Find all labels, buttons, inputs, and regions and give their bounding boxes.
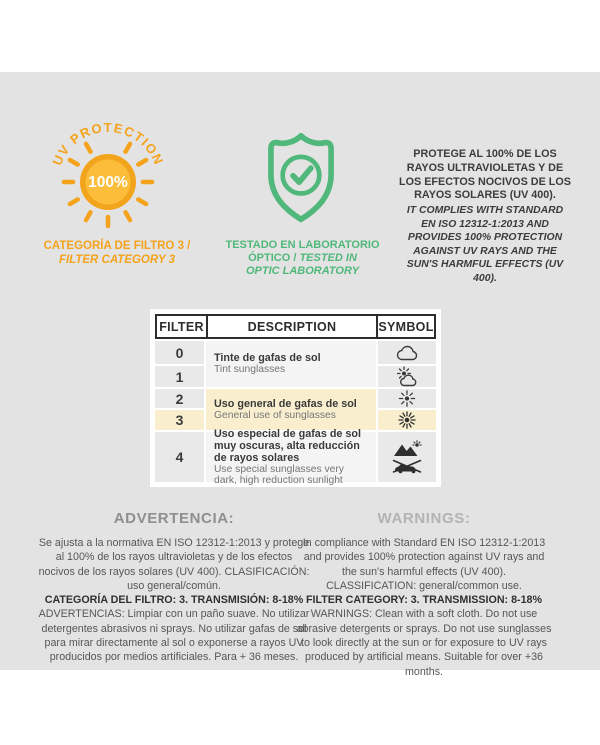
header-cell-symbol: SYMBOL — [376, 316, 434, 337]
filter-cell-0: 0 — [155, 341, 204, 364]
filter-spec-table — [150, 309, 441, 487]
warnings-paragraph-2: WARNINGS: Clean with a soft cloth. Do not use abrasive detergents or sprays. Do not use sunglasses to look directly at the sun or for exposure to UV rays produced by artificial means. Suitable for over +36 months. — [296, 608, 552, 678]
uv-protection-sun-icon — [46, 116, 170, 240]
filter-cell-3: 3 — [155, 410, 204, 430]
sun-icon — [397, 389, 417, 408]
description-title: Uso general de gafas de sol — [214, 397, 357, 410]
description-subtitle: Tint sunglasses — [214, 364, 286, 376]
description-cell-tint — [206, 341, 376, 387]
description-subtitle: Use special sunglasses very dark, high reduction sunlight — [214, 463, 344, 486]
advertencia-paragraph-2: ADVERTENCIAS: Limpiar con un paño suave. No utilizar detergentes abrasivos ni sprays. No utilizar gafas de sol para mirar directamente al sol o exponerse a rayos UV producidos por medios artificiales. Para + 36 meses. — [38, 608, 310, 664]
filter-category-caption — [22, 240, 212, 267]
uv-percent-label: 100% — [88, 174, 128, 191]
description-subtitle: General use of sunglasses — [214, 409, 336, 421]
description-title: Tinte de gafas de sol — [214, 352, 321, 365]
warnings-paragraph-1: In compliance with Standard EN ISO 12312-1:2013 and provides 100% protection against UV rays and the sun's harmful effects (UV 400). CLASSIFICATION: general/common use. — [302, 537, 546, 592]
symbol-cell-3 — [378, 410, 436, 430]
advertencia-filter-line: CATEGORÍA DEL FILTRO: 3. TRANSMISIÓN: 8-18% — [44, 594, 304, 607]
uv-arc-text: UV PROTECTION — [49, 119, 167, 168]
warnings-section — [296, 510, 552, 679]
lab-caption-line2 — [220, 252, 385, 265]
protection-text-block — [399, 148, 571, 285]
header-cell-filter: FILTER — [159, 320, 204, 334]
caption-line-es: CATEGORÍA DE FILTRO 3 / — [43, 240, 191, 252]
symbol-cell-0 — [378, 341, 436, 364]
protection-text-en: IT COMPLIES WITH STANDARD EN ISO 12312-1:2013 AND PROVIDES 100% PROTECTION AGAINST UV RAYS AND THE SUN'S HARMFUL EFFECTS (UV 400). — [406, 205, 564, 284]
caption-line-en: FILTER CATEGORY 3 — [58, 253, 176, 266]
lab-caption-line2-es: ÓPTICO / — [248, 252, 297, 264]
shield-check-icon — [254, 127, 348, 229]
symbol-cell-2 — [378, 389, 436, 408]
cloud-icon — [395, 344, 419, 361]
description-title: Uso especial de gafas de sol muy oscuras, alta reducción de rayos solares — [214, 427, 362, 464]
filter-cell-1: 1 — [155, 366, 204, 387]
bright-sun-icon — [394, 410, 420, 430]
filter-cell-4: 4 — [155, 432, 204, 482]
warnings-heading: WARNINGS: — [377, 510, 471, 527]
protection-text-es: PROTEGE AL 100% DE LOS RAYOS ULTRAVIOLETAS Y DE LOS EFECTOS NOCIVOS DE LOS RAYOS SOLARES (UV 400). — [399, 148, 571, 202]
symbol-cell-1 — [378, 366, 436, 387]
advertencia-paragraph-1: Se ajusta a la normativa EN ISO 12312-1:2013 y protege al 100% de los rayos ultravioletas y de los efectos nocivos de los rayos solares (UV 400). CLASIFICACIÓN: uso general/común. — [38, 537, 310, 592]
mountains-sun-icon — [392, 440, 422, 457]
filter-cell-2: 2 — [155, 389, 204, 408]
spec-table-body — [155, 341, 436, 486]
lab-caption-line3: OPTIC LABORATORY — [245, 265, 360, 277]
lab-caption-line1: TESTADO EN LABORATORIO — [225, 239, 380, 251]
sun-behind-cloud-icon — [394, 366, 420, 387]
description-cell-general-use — [206, 389, 376, 430]
symbol-cell-4 — [378, 432, 436, 482]
description-cell-special-use — [206, 427, 376, 486]
advertencia-heading: ADVERTENCIA: — [113, 510, 235, 527]
spec-table-header — [155, 314, 436, 339]
no-driving-car-icon — [392, 459, 422, 474]
advertencia-section — [38, 510, 310, 665]
lab-caption-line2-en: TESTED IN — [299, 252, 357, 264]
header-cell-description: DESCRIPTION — [206, 316, 376, 337]
warnings-filter-line: FILTER CATEGORY: 3. TRANSMISSION: 8-18% — [306, 594, 542, 607]
lab-tested-caption — [220, 239, 385, 278]
